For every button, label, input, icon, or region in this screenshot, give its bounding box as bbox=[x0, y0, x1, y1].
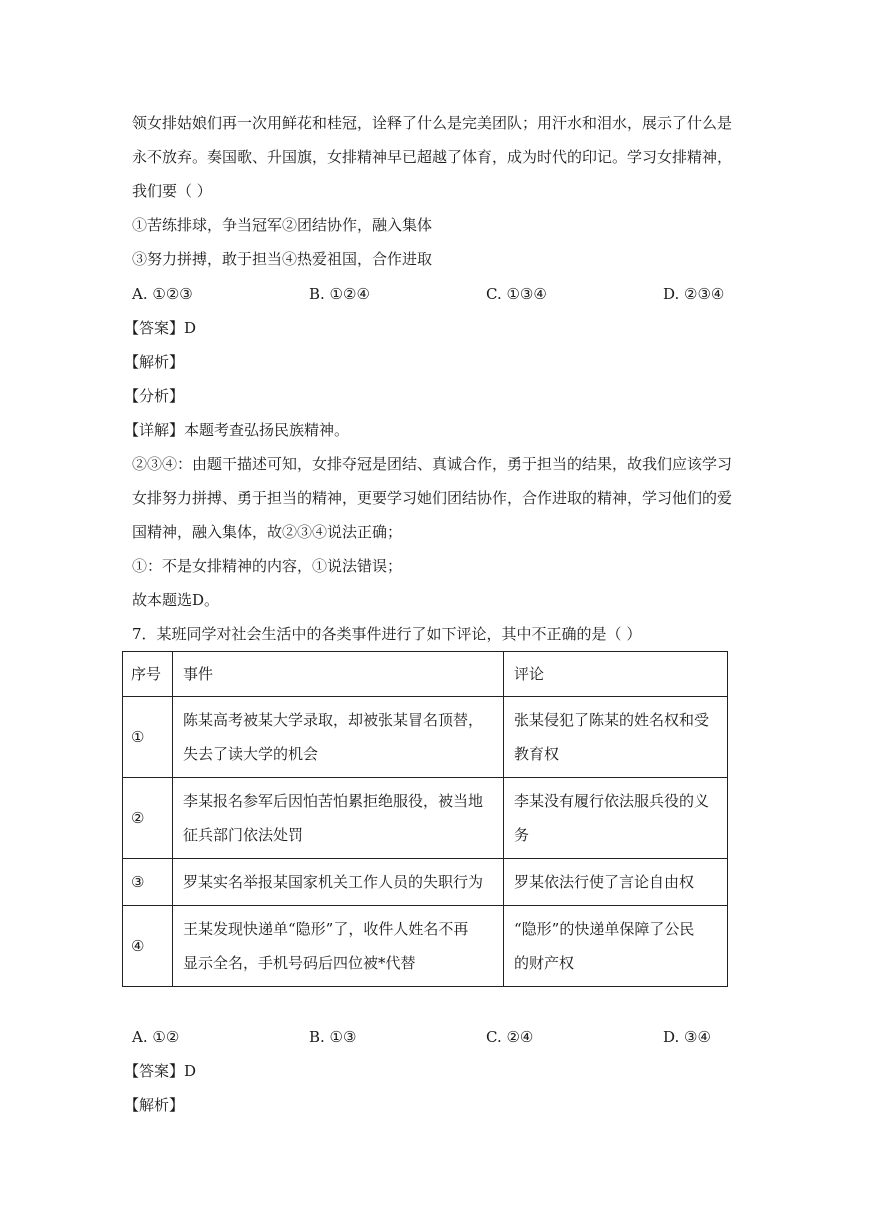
row-event bbox=[173, 859, 504, 906]
statement-line: ③努力拼搏，敢于担当④热爱祖国，合作进取 bbox=[132, 250, 433, 268]
q6-option-d: D. ②③④ bbox=[663, 285, 725, 303]
event-line: 罗某实名举报某国家机关工作人员的失职行为 bbox=[183, 873, 484, 891]
table-row bbox=[123, 906, 728, 987]
q6-explain-line: ②③④：由题干描述可知，女排夺冠是团结、真诚合作，勇于担当的结果，故我们应该学习 bbox=[132, 455, 733, 473]
q6-option-b: B. ①②④ bbox=[309, 285, 370, 303]
intro-line: 永不放弃。奏国歌、升国旗，女排精神早已超越了体育，成为时代的印记。学习女排精神， bbox=[132, 148, 733, 166]
table-row bbox=[123, 859, 728, 906]
event-line: 李某报名参军后因怕苦怕累拒绝服役，被当地 bbox=[183, 792, 484, 810]
q6-explain-line: 故本题选D。 bbox=[132, 591, 220, 609]
comment-line: 李某没有履行依法服兵役的义 bbox=[514, 792, 710, 810]
comment-line: 的财产权 bbox=[514, 954, 575, 972]
row-event bbox=[173, 906, 504, 987]
q7-option-a: A. ①② bbox=[132, 1028, 180, 1046]
table-header-row bbox=[123, 652, 728, 697]
row-no: ① bbox=[123, 697, 173, 778]
row-event bbox=[173, 697, 504, 778]
event-line: 王某发现快递单“隐形”了，收件人姓名不再 bbox=[183, 920, 469, 938]
comment-line: 张某侵犯了陈某的姓名权和受 bbox=[514, 711, 710, 729]
event-line: 征兵部门依法处罚 bbox=[183, 826, 304, 844]
event-line: 失去了读大学的机会 bbox=[183, 745, 319, 763]
q7-option-d: D. ③④ bbox=[663, 1028, 711, 1046]
table-row bbox=[123, 778, 728, 859]
q6-xiangjie: 【详解】本题考查弘扬民族精神。 bbox=[124, 421, 350, 439]
table-row bbox=[123, 697, 728, 778]
q6-fenxi-heading: 【分析】 bbox=[124, 387, 185, 405]
comment-line: 教育权 bbox=[514, 745, 560, 763]
q7-jiexi-heading: 【解析】 bbox=[124, 1096, 185, 1114]
row-comment bbox=[504, 697, 728, 778]
event-line: 陈某高考被某大学录取，却被张某冒名顶替， bbox=[183, 711, 484, 729]
header-cell-no: 序号 bbox=[123, 652, 173, 697]
comment-line: 务 bbox=[514, 826, 530, 844]
comment-line: 罗某依法行使了言论自由权 bbox=[514, 873, 695, 891]
q7-options bbox=[132, 1027, 752, 1047]
row-no: ④ bbox=[123, 906, 173, 987]
header-cell-event: 事件 bbox=[173, 652, 504, 697]
row-no: ③ bbox=[123, 859, 173, 906]
comment-line: “隐形”的快递单保障了公民 bbox=[514, 920, 695, 938]
q6-explain-line: ①：不是女排精神的内容，①说法错误； bbox=[132, 557, 403, 575]
q6-option-c: C. ①③④ bbox=[486, 285, 547, 303]
q6-answer: 【答案】D bbox=[124, 319, 197, 337]
q7-answer: 【答案】D bbox=[124, 1062, 197, 1080]
q6-options bbox=[132, 284, 752, 304]
intro-line: 我们要（ ） bbox=[132, 182, 212, 200]
row-comment bbox=[504, 778, 728, 859]
row-comment bbox=[504, 859, 728, 906]
intro-line: 领女排姑娘们再一次用鲜花和桂冠，诠释了什么是完美团队；用汗水和泪水，展示了什么是 bbox=[132, 114, 733, 132]
q6-explain-line: 国精神，融入集体，故②③④说法正确； bbox=[132, 523, 403, 541]
row-comment bbox=[504, 906, 728, 987]
q7-stem: 7．某班同学对社会生活中的各类事件进行了如下评论，其中不正确的是（ ） bbox=[132, 625, 642, 643]
q7-option-b: B. ①③ bbox=[309, 1028, 357, 1046]
q6-explain-line: 女排努力拼搏、勇于担当的精神，更要学习她们团结协作，合作进取的精神，学习他们的爱 bbox=[132, 489, 733, 507]
row-no: ② bbox=[123, 778, 173, 859]
q7-option-c: C. ②④ bbox=[486, 1028, 534, 1046]
statement-line: ①苦练排球，争当冠军②团结协作，融入集体 bbox=[132, 216, 433, 234]
header-cell-comment: 评论 bbox=[504, 652, 728, 697]
q6-option-a: A. ①②③ bbox=[132, 285, 193, 303]
event-line: 显示全名，手机号码后四位被*代替 bbox=[183, 954, 416, 972]
q7-table bbox=[122, 651, 728, 987]
q6-jiexi-heading: 【解析】 bbox=[124, 353, 185, 371]
row-event bbox=[173, 778, 504, 859]
